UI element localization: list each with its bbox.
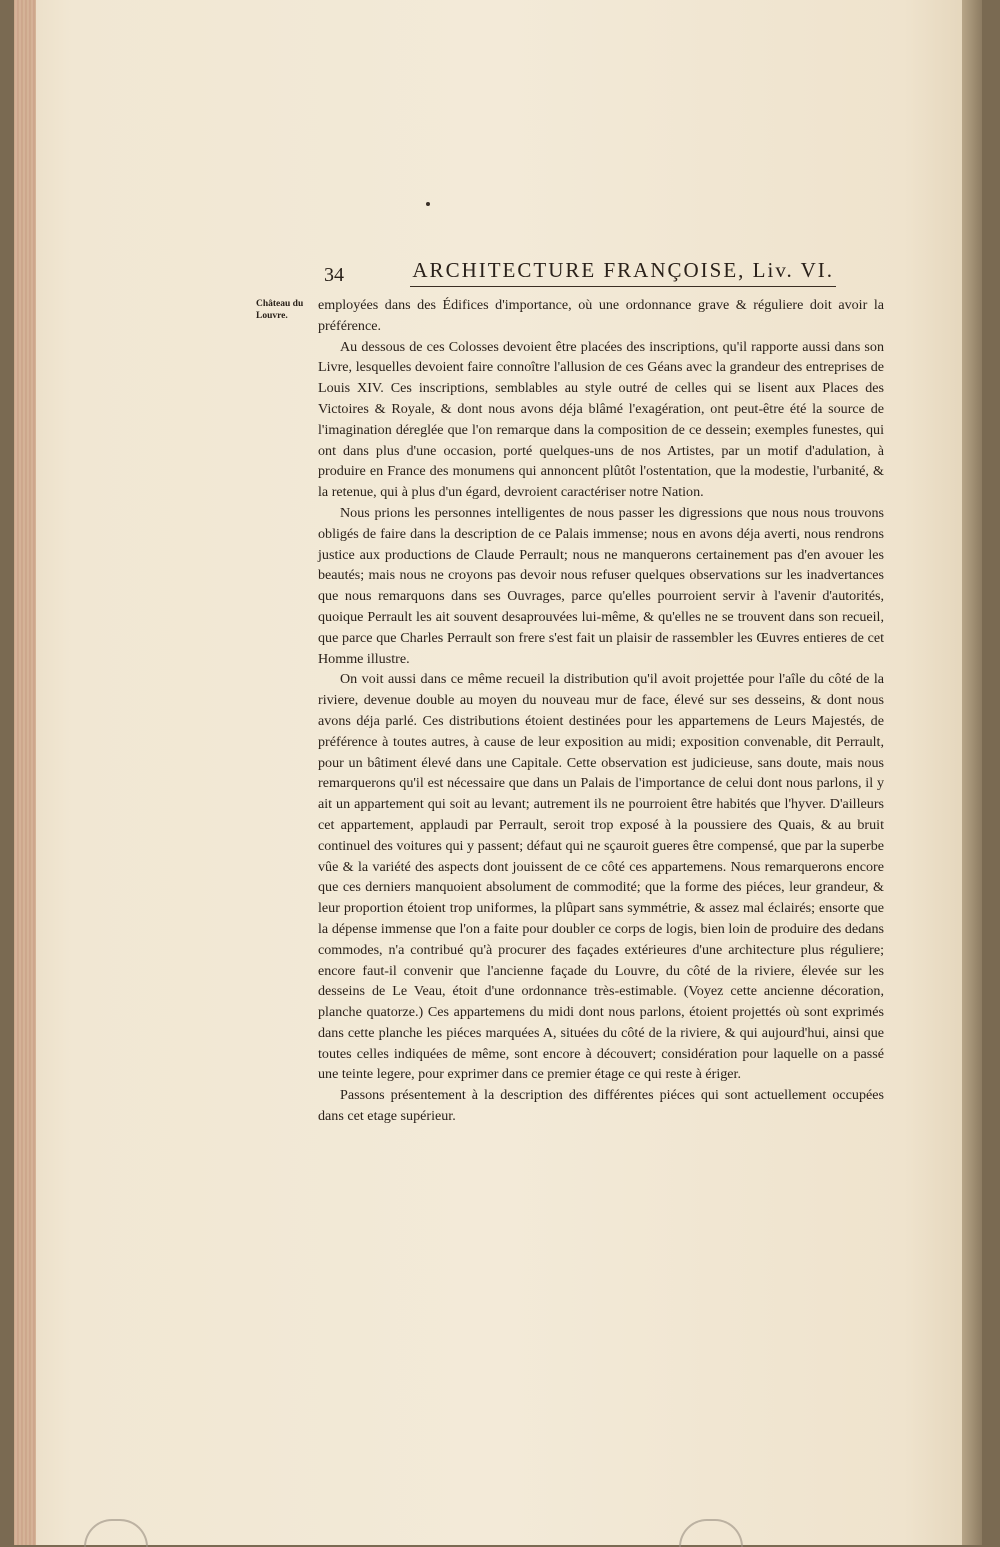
running-title: ARCHITECTURE FRANÇOISE, Liv. VI. xyxy=(410,258,836,287)
clamp-mark xyxy=(679,1519,743,1547)
margin-note xyxy=(256,298,314,322)
page-edge-right xyxy=(962,0,982,1545)
paragraph: Passons présentement à la description des différentes piéces qui sont actuellement occupées dans cet etage supérieur. xyxy=(318,1087,884,1125)
page-edge-left xyxy=(14,0,36,1545)
margin-note-line: Louvre. xyxy=(256,311,288,321)
paragraph: employées dans des Édifices d'importance, où une ordonnance grave & réguliere doit avoir la préférence. xyxy=(318,297,884,334)
paragraph: Au dessous de ces Colosses devoient être placées des inscriptions, qu'il rapporte aussi dans son Livre, lesquelles devoient faire connoître l'allusion de ces Géans avec la grandeur des entreprises de Louis XIV. Ces inscriptions, semblables au style outré de celles qui se lisent aux Places des Victoires & Royale, & dont nous avons déja blâmé l'exagération, ont peut-être été la source de l'imagination déreglée que l'on remarque dans la composition de ce dessein; exemples funestes, qui ont dans plus d'une occasion, porté quelques-uns de nos Artistes, par un motif d'adulation, à produire en France des monumens qui annoncent plûtôt l'ostentation, que la modestie, l'urbanité, & la retenue, qui à plus d'un égard, devroient caractériser notre Nation. xyxy=(318,338,884,501)
clamp-mark xyxy=(84,1519,148,1547)
body-text xyxy=(318,295,884,1127)
ink-speck xyxy=(426,202,430,206)
page-header xyxy=(324,258,836,290)
page-number: 34 xyxy=(324,264,344,286)
margin-note-line: Château du xyxy=(256,299,304,309)
paragraph: Nous prions les personnes intelligentes de nous passer les digressions que nous nous trouvons obligés de faire dans la description de ce Palais immense; nous en avons déja averti, nous rendrons justice aux productions de Claude Perrault; nous ne manquerons certainement pas d'en avouer les beautés; mais nous ne croyons pas devoir nous refuser quelques observations sur les inadvertances que nous remarquons dans ses Ouvrages, parce qu'elles pourroient servir à l'avenir d'autorités, quoique Perrault les ait souvent desaprouvées lui-même, & qu'elles ne se trouvent dans son recueil, que parce que Charles Perrault son frere s'est fait un plaisir de rassembler les Œuvres entieres de cet Homme illustre. xyxy=(318,504,884,667)
paragraph: On voit aussi dans ce même recueil la distribution qu'il avoit projettée pour l'aîle du côté de la riviere, devenue double au moyen du nouveau mur de face, élevé sur ses desseins, & dont nous avons déja parlé. Ces distributions étoient destinées pour les appartemens de Leurs Majestés, de préférence à toutes autres, à cause de leur exposition au midi; exposition convenable, dit Perrault, pour un bâtiment élevé dans une Capitale. Cette observation est judicieuse, sans doute, mais nous remarquerons qu'il est nécessaire que dans un Palais de l'importance de celui dont nous parlons, il y ait un appartement qui soit au levant; autrement ils ne pourroient être habités que l'hyver. D'ailleurs cet appartement, applaudi par Perrault, seroit trop exposé à la poussiere des Quais, & au bruit continuel des voitures qui y passent; défaut qui ne sçauroit gueres être compensé, que par la superbe vûe & la variété des aspects dont jouissent de ce côté ces appartemens. Nous remarquerons encore que ces derniers manquoient absolument de commodité; que la forme des piéces, leur grandeur, & leur proportion étoient trop uniformes, la plûpart sans symmétrie, & assez mal éclairés; ensorte que la dépense immense que l'on a faite pour doubler ce corps de logis, bien loin de produire des dedans commodes, n'a contribué qu'à procurer des façades extérieures d'une architecture plus réguliere; encore faut-il convenir que l'ancienne façade du Louvre, du côté de la riviere, élevée sur les desseins de Le Veau, étoit d'une ordonnance très-estimable. (Voyez cette ancienne décoration, planche quatorze.) Ces appartemens du midi dont nous parlons, étoient projettés où sont exprimés dans cette planche les piéces marquées A, situées du côté de la riviere, & qui aujourd'hui, ainsi que toutes celles indiquées de même, sont encore à découvert; considération pour laquelle on a passé une teinte legere, pour exprimer dans ce premier étage ce qui reste à ériger. xyxy=(318,671,884,1083)
